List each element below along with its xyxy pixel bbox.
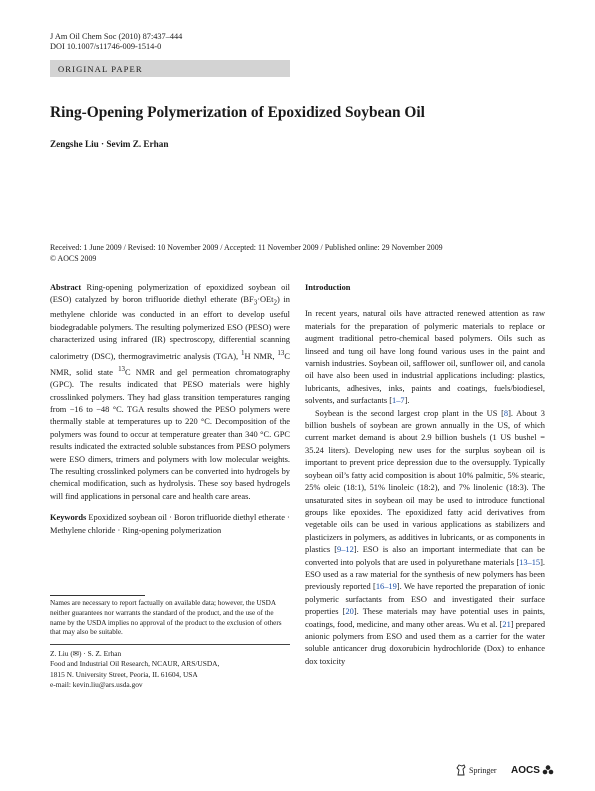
reference-link[interactable]: 9–12 [337,545,354,555]
address: 1815 N. University Street, Peoria, IL 61604, USA [50,669,198,679]
keywords-text: Epoxidized soybean oil · Boron trifluoride diethyl etherate · Methylene chloride · Ring-opening polymerization [50,513,290,535]
springer-horse-icon [456,764,466,776]
reference-link[interactable]: 8 [503,408,509,418]
footnote-rule [50,595,145,596]
doi-line: DOI 10.1007/s11746-009-1514-0 [50,42,162,51]
publication-history [50,243,443,264]
introduction-heading: Introduction [305,283,351,292]
affiliation-block [50,649,290,691]
copyright-line: © AOCS 2009 [50,253,97,263]
journal-citation: J Am Oil Chem Soc (2010) 87:437–444 [50,32,183,41]
aocs-wordmark: AOCS [511,764,540,776]
left-column [50,282,290,537]
springer-wordmark: Springer [469,765,497,775]
corresponding-authors: Z. Liu (✉) · S. Z. Erhan [50,649,122,658]
reference-link[interactable]: 21 [502,619,511,629]
reference-link[interactable]: 20 [345,607,354,617]
article-type-band [50,60,290,77]
intro-paragraph-2: Soybean is the second largest crop plant in the US [8]. About 3 billion bushels of soybean are grown annually in the US, of which current market demand is about 2.9 billion bushels (1 US bushel = 35.24 liters). Developing new uses for the surplus soybean oil is important to prevent price depression due to the oversupply. Typically soybean oil’s fatty acid composition is about 10% palmitic, 5% stearic, 25% oleic (18:1), 51% linoleic (18:2), and 7% linolenic (18:3). The unsaturated sites in soybean oil may be used to introduce functional groups like epoxides. The epoxidized fatty acid derivatives from vegetable oils can be used in various applications as stabilizers and plasticizers in polymers, as additives in lubricants, or as components in plastics [9–12]. ESO is also an important intermediate that can be converted into polyols that are used in polyurethane materials [13–15]. ESO used as a raw material for the synthesis of new polymers has been previously reported [16–19]. We have reported the preparation of ionic polymeric surfactants from ESO and investigated their surface properties [20]. These materials may have potential uses in paints, coatings, food, medicine, and many other areas. Wu et al. [21] prepared anionic polymers from ESO and used them as a carrier for the water soluble anticancer drug doxorubicin hydrochloride (Dox) to enhance dox toxicity [305,408,546,666]
aocs-cluster-icon [542,765,554,775]
reference-link[interactable]: 1–7 [392,396,405,406]
affiliation-rule [50,644,290,645]
author-list: Zengshe Liu · Sevim Z. Erhan [50,139,169,149]
reference-link[interactable]: 13–15 [519,557,541,567]
keywords-paragraph [50,512,290,537]
dates-line: Received: 1 June 2009 / Revised: 10 November 2009 / Accepted: 11 November 2009 / Published online: 29 November 2009 [50,243,443,252]
institution: Food and Industrial Oil Research, NCAUR, ARS/USDA, [50,659,220,669]
springer-logo [456,763,497,777]
usda-footnote: Names are necessary to report factually on available data; however, the USDA neither guarantees nor warrants the standard of the product, and the use of the name by the USDA implies no approval of the product to the exclusion of others that may also be suitable. [50,599,282,637]
right-column [305,282,545,668]
keywords-heading: Keywords [50,513,87,523]
reference-link[interactable]: 16–19 [375,582,397,592]
intro-paragraph-1: In recent years, natural oils have attracted renewed attention as raw materials for the preparation of polymeric materials to replace or augment traditional petro-chemical based polymers. Oils such as linseed and tung oil have long found various uses in the paint and varnish industries. Soybean oil, safflower oil, sunflower oil, and canola oil have also been used in industrial applications including: plastics, lubricants, adhesives, inks, paints and coatings, fuels/biodiesel, solvents, and surfactants [1–7]. [305,309,545,406]
abstract-heading: Abstract [50,283,82,292]
aocs-logo [511,763,554,777]
article-type-label: ORIGINAL PAPER [58,64,143,74]
email[interactable]: e-mail: kevin.liu@ars.usda.gov [50,680,143,690]
abstract-paragraph: Abstract Ring-opening polymerization of epoxidized soybean oil (ESO) catalyzed by boron trifluoride diethyl etherate $(BF_3\cdot OEt_2)$ in methylene chloride was conducted in an effort to develop useful biodegradable polymers. The resulting polymerized ESO (PESO) were characterized using infrared (IR) spectroscopy, differential scanning calorimetry (DSC), thermogravimetric analysis (TGA), $^1$H NMR, $^{13}$C NMR, solid state $^{13}$C NMR and gel permeation chromatography (GPC). The results indicated that PESO materials were highly crosslinked polymers. They had glass transition temperatures ranging from −16 to −48 °C. TGA results showed the PESO polymers were thermally stable at temperatures up to 220 °C. Decomposition of the polymers was found to occur at temperature greater than 340 °C. GPC results indicated the extracted soluble substances from PESO polymers were ESO dimers, trimers and polymers with low molecular weights. The resulting crosslinked polymers can be converted into hydrogels by chemical modification, such as hydrolysis. These soy based hydrogels will find applications in personal care and health care areas. [50,283,291,501]
article-title: Ring-Opening Polymerization of Epoxidized Soybean Oil [50,104,425,121]
